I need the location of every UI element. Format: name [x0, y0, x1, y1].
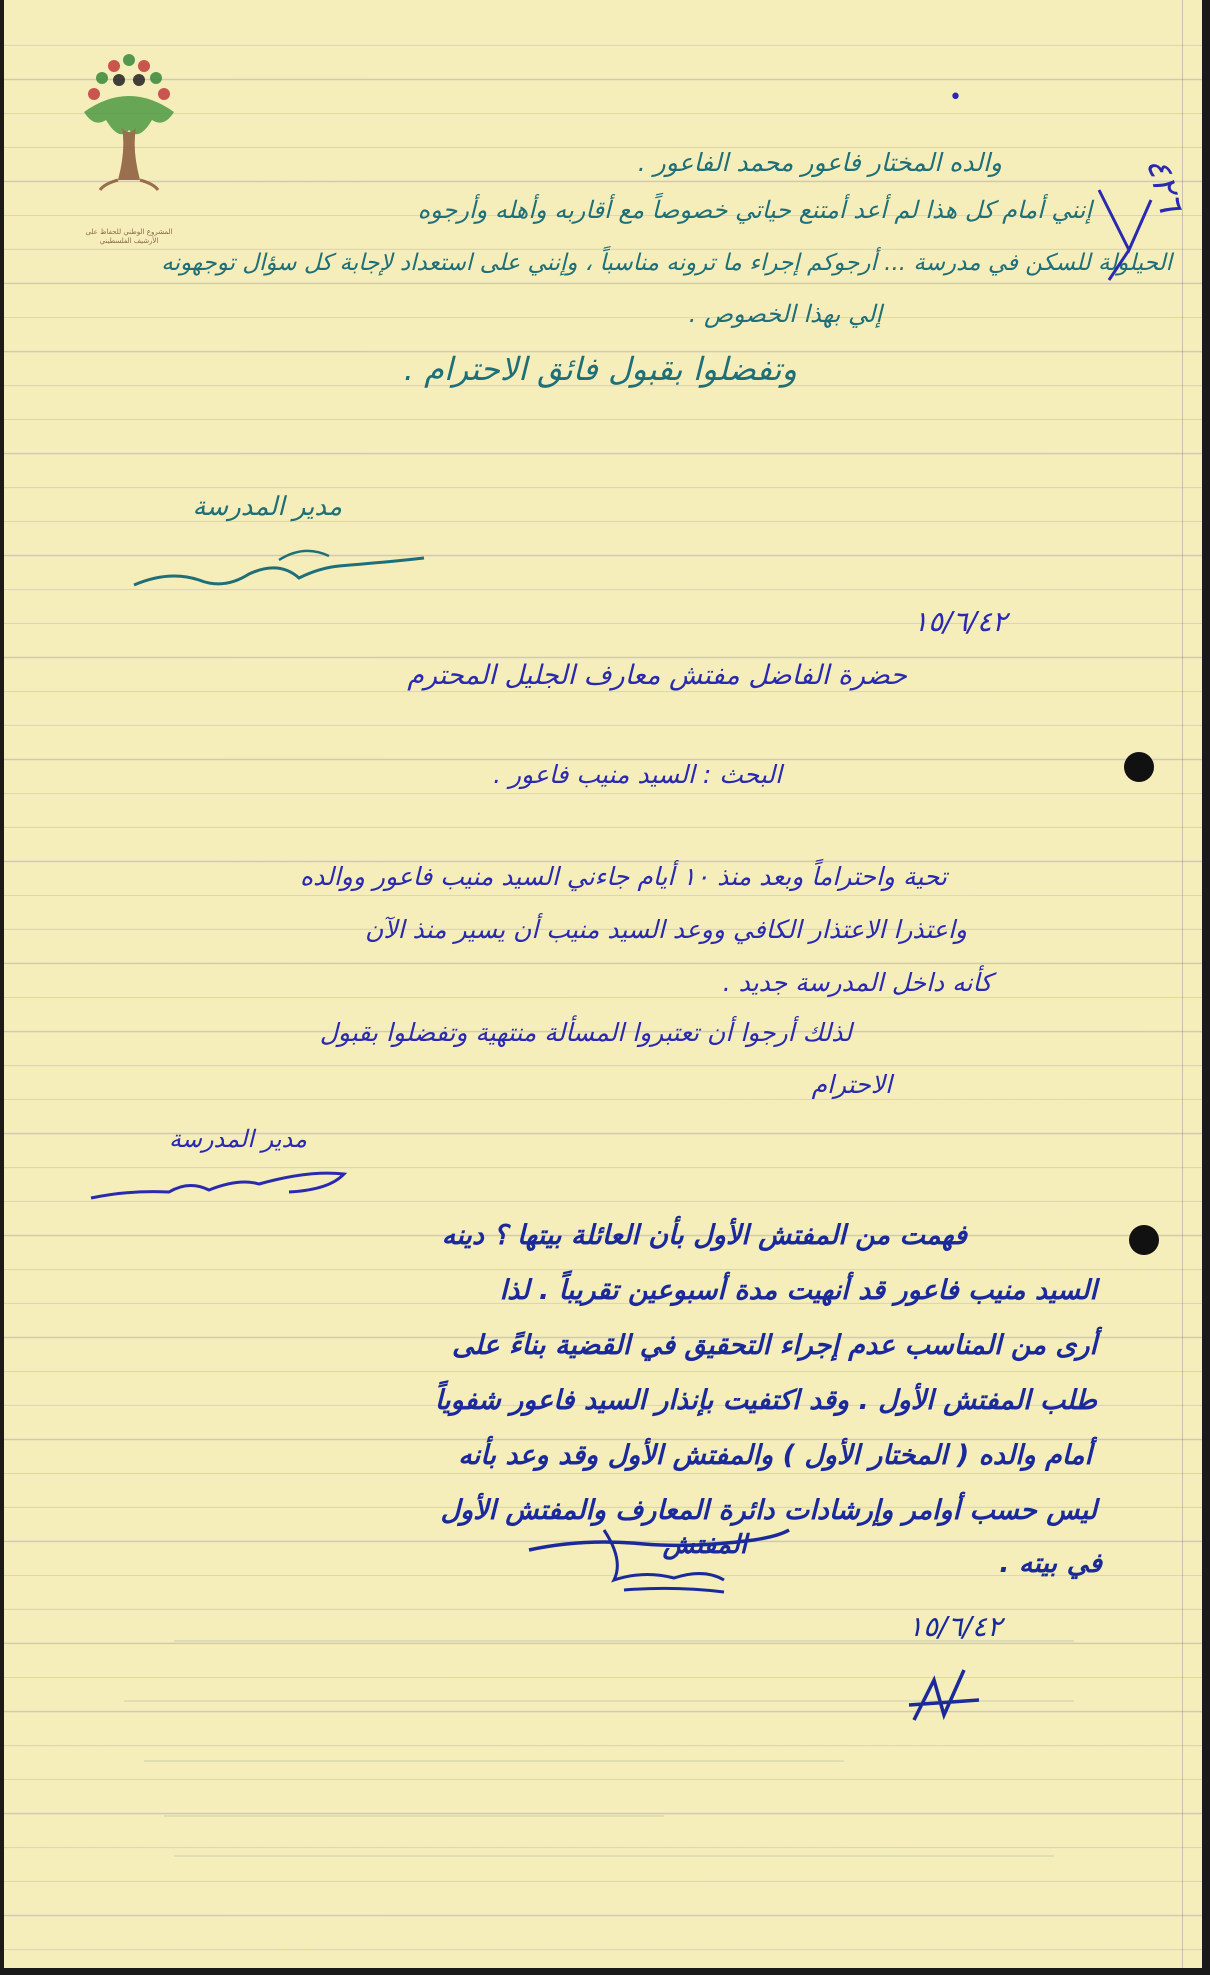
bleed-through-trace — [144, 1760, 844, 1762]
punch-hole — [1129, 1225, 1159, 1255]
logo-caption: المشروع الوطني للحفاظ على الأرشيف الفلسطيني — [85, 228, 173, 245]
note3-body-line: أرى من المناسب عدم إجراء التحقيق في القضية بناءً على — [451, 1330, 1097, 1361]
letter2-subject: البحث : السيد منيب فاعور . — [493, 760, 782, 789]
margin-check-mark — [1089, 180, 1159, 290]
letter1-body-line: الحيلولة للسكن في مدرسة ... أرجوكم إجراء ما ترونه مناسباً ، وإنني على استعداد لإجابة كل سؤال توجهونه — [161, 250, 1172, 276]
bleed-through-trace — [174, 1640, 1074, 1642]
note3-signatory: المفتش — [662, 1530, 747, 1560]
letter2-body-line: تحية واحتراماً وبعد منذ ١٠ أيام جاءني السيد منيب فاعور ووالده — [300, 862, 947, 891]
letter1-signatory-title: مدير المدرسة — [192, 492, 342, 522]
note3-body-line: في بيته . — [999, 1548, 1102, 1579]
margin-note: ٤٢٦ — [1138, 153, 1192, 217]
archive-logo — [74, 50, 184, 200]
letter2-date: ١٥/٦/٤٢ — [912, 605, 1007, 638]
letter2-signatory-title: مدير المدرسة — [168, 1125, 307, 1153]
note3-body-line: أمام والده ( المختار الأول ) والمفتش الأول وقد وعد بأنه — [458, 1440, 1092, 1471]
letter1-closing: وتفضلوا بقبول فائق الاحترام . — [403, 350, 797, 388]
margin-rule — [1182, 0, 1183, 1968]
letter2-signature — [89, 1160, 349, 1210]
tick-mark: • — [949, 85, 962, 110]
note3-body-line: فهمت من المفتش الأول بأن العائلة بيتها ؟ دينه — [441, 1220, 967, 1251]
document-page — [4, 0, 1202, 1968]
letter2-body-line: الاحترام — [811, 1070, 892, 1099]
note3-body-line: طلب المفتش الأول . وقد اكتفيت بإنذار السيد فاعور شفوياً — [434, 1385, 1097, 1416]
letter1-salutation: والده المختار فاعور محمد الفاعور . — [637, 148, 1002, 177]
bleed-through-trace — [174, 1855, 1054, 1857]
note3-signature — [524, 1520, 794, 1600]
bleed-through-trace — [124, 1700, 1074, 1702]
punch-hole — [1124, 752, 1154, 782]
letter1-body-line: إلي بهذا الخصوص . — [688, 300, 882, 328]
bleed-through-trace — [164, 1815, 664, 1817]
letter1-body-line: إنني أمام كل هذا لم أعد أمتنع حياتي خصوصاً مع أقاربه وأهله وأرجوه — [417, 196, 1092, 224]
letter2-body-line: كأنه داخل المدرسة جديد . — [722, 968, 992, 997]
note3-date: ١٥/٦/٤٢ — [907, 1610, 1002, 1643]
note3-body-line: السيد منيب فاعور قد أنهيت مدة أسبوعين تقريباً . لذا — [499, 1275, 1097, 1306]
letter2-addressee: حضرة الفاضل مفتش معارف الجليل المحترم — [407, 660, 907, 691]
letter2-body-line: واعتذرا الاعتذار الكافي ووعد السيد منيب أن يسير منذ الآن — [365, 915, 967, 944]
note3-body-line: ليس حسب أوامر وإرشادات دائرة المعارف والمفتش الأول — [440, 1495, 1097, 1526]
letter1-signature — [129, 540, 429, 600]
letter2-body-line: لذلك أرجوا أن تعتبروا المسألة منتهية وتفضلوا بقبول — [319, 1018, 852, 1047]
